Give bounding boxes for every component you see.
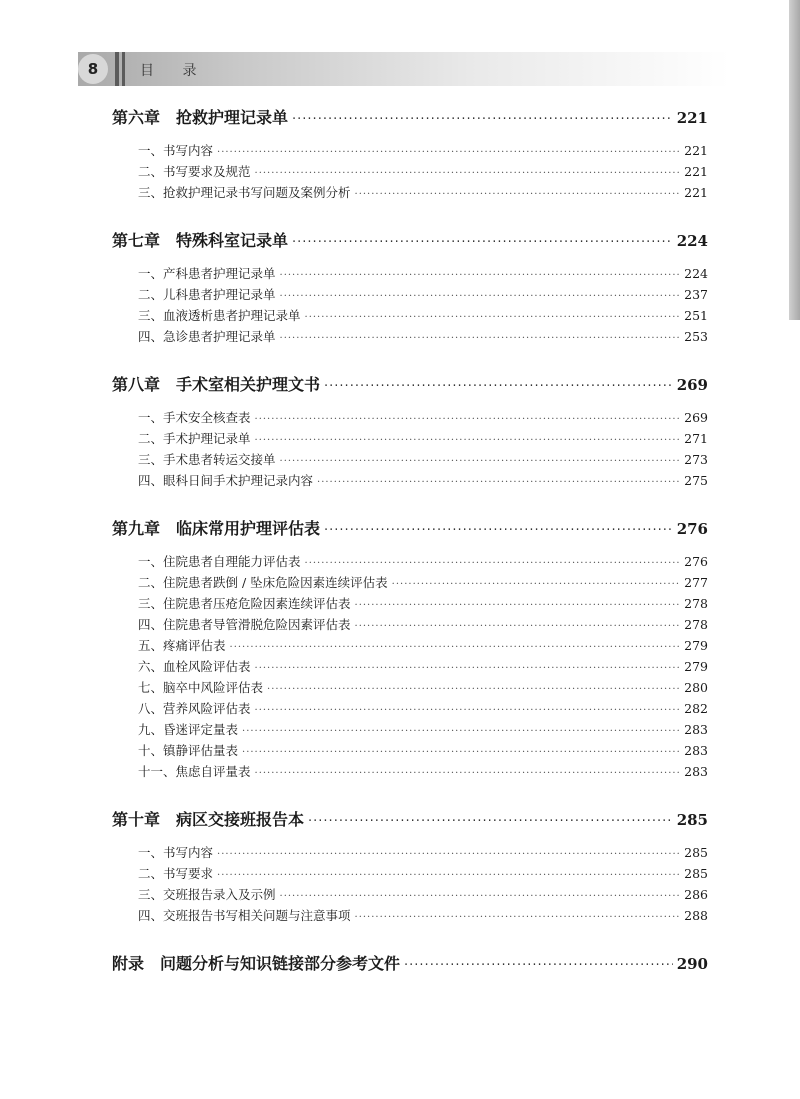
entry-page-number: 237 bbox=[684, 287, 708, 302]
dot-leader bbox=[242, 721, 680, 742]
chapter-title: 特殊科室记录单 bbox=[176, 231, 289, 250]
entry-page-number: 251 bbox=[684, 308, 708, 323]
entry-label: 五、疼痛评估表 bbox=[138, 638, 226, 653]
entry-label: 六、血栓风险评估表 bbox=[138, 659, 251, 674]
entry-page-number: 269 bbox=[684, 410, 708, 425]
dot-leader bbox=[280, 328, 681, 349]
dot-leader bbox=[217, 844, 680, 865]
dot-leader bbox=[267, 679, 680, 700]
toc-entry[interactable] bbox=[138, 884, 708, 905]
toc-entry[interactable] bbox=[138, 863, 708, 884]
entry-label: 三、血液透析患者护理记录单 bbox=[138, 308, 301, 323]
toc-entry[interactable] bbox=[138, 161, 708, 182]
toc-entry[interactable] bbox=[138, 140, 708, 161]
entry-label: 四、急诊患者护理记录单 bbox=[138, 329, 276, 344]
entry-page-number: 277 bbox=[684, 575, 708, 590]
chapter-label: 附录 bbox=[112, 954, 145, 973]
entry-page-number: 221 bbox=[684, 185, 708, 200]
chapter-page-number: 224 bbox=[676, 232, 708, 250]
entry-label: 十一、焦虑自评量表 bbox=[138, 764, 251, 779]
entry-page-number: 283 bbox=[684, 764, 708, 779]
entry-label: 七、脑卒中风险评估表 bbox=[138, 680, 264, 695]
chapter-title: 抢救护理记录单 bbox=[176, 108, 289, 127]
chapter-heading[interactable] bbox=[112, 511, 708, 547]
dot-leader bbox=[292, 102, 673, 138]
chapter-spacer bbox=[112, 782, 708, 802]
toc-chapter bbox=[112, 100, 708, 223]
table-of-contents bbox=[112, 100, 708, 982]
dot-leader bbox=[324, 513, 673, 549]
dot-leader bbox=[255, 658, 681, 679]
entry-label: 一、产科患者护理记录单 bbox=[138, 266, 276, 281]
dot-leader bbox=[305, 553, 681, 574]
dot-leader bbox=[355, 595, 681, 616]
dot-leader bbox=[355, 907, 681, 928]
chapter-page-number: 290 bbox=[676, 955, 708, 973]
entry-label: 二、书写要求 bbox=[138, 866, 214, 881]
dot-leader bbox=[255, 163, 681, 184]
section-list bbox=[112, 136, 708, 203]
toc-entry[interactable] bbox=[138, 572, 708, 593]
dot-leader bbox=[317, 472, 680, 493]
chapter-page-number: 269 bbox=[676, 376, 708, 394]
toc-entry[interactable] bbox=[138, 326, 708, 347]
section-list bbox=[112, 838, 708, 926]
toc-entry[interactable] bbox=[138, 740, 708, 761]
entry-page-number: 224 bbox=[684, 266, 708, 281]
entry-page-number: 280 bbox=[684, 680, 708, 695]
dot-leader bbox=[404, 948, 673, 984]
toc-chapter bbox=[112, 223, 708, 367]
entry-label: 一、手术安全核查表 bbox=[138, 410, 251, 425]
entry-label: 一、书写内容 bbox=[138, 845, 214, 860]
entry-label: 四、交班报告书写相关问题与注意事项 bbox=[138, 908, 351, 923]
toc-entry[interactable] bbox=[138, 449, 708, 470]
header-divider bbox=[115, 52, 119, 86]
entry-page-number: 285 bbox=[684, 866, 708, 881]
dot-leader bbox=[305, 307, 681, 328]
dot-leader bbox=[355, 184, 681, 205]
entry-label: 十、镇静评估量表 bbox=[138, 743, 239, 758]
toc-entry[interactable] bbox=[138, 677, 708, 698]
chapter-page-number: 276 bbox=[676, 520, 708, 538]
chapter-heading[interactable] bbox=[112, 100, 708, 136]
dot-leader bbox=[255, 430, 681, 451]
dot-leader bbox=[255, 700, 681, 721]
chapter-title: 病区交接班报告本 bbox=[176, 810, 305, 829]
dot-leader bbox=[280, 265, 681, 286]
chapter-page-number: 221 bbox=[676, 109, 708, 127]
chapter-label: 第七章 bbox=[112, 231, 161, 250]
toc-entry[interactable] bbox=[138, 551, 708, 572]
toc-chapter bbox=[112, 802, 708, 946]
entry-page-number: 275 bbox=[684, 473, 708, 488]
chapter-label: 第六章 bbox=[112, 108, 161, 127]
section-list bbox=[112, 403, 708, 491]
page-edge-tab bbox=[789, 0, 800, 320]
entry-label: 二、儿科患者护理记录单 bbox=[138, 287, 276, 302]
entry-label: 三、抢救护理记录书写问题及案例分析 bbox=[138, 185, 351, 200]
entry-page-number: 285 bbox=[684, 845, 708, 860]
chapter-spacer bbox=[112, 491, 708, 511]
dot-leader bbox=[292, 225, 673, 261]
dot-leader bbox=[217, 865, 680, 886]
entry-page-number: 253 bbox=[684, 329, 708, 344]
dot-leader bbox=[280, 886, 681, 907]
entry-page-number: 279 bbox=[684, 638, 708, 653]
chapter-page-number: 285 bbox=[676, 811, 708, 829]
chapter-title: 临床常用护理评估表 bbox=[176, 519, 321, 538]
header-divider bbox=[122, 52, 125, 86]
entry-label: 八、营养风险评估表 bbox=[138, 701, 251, 716]
chapter-label: 第八章 bbox=[112, 375, 161, 394]
entry-label: 二、住院患者跌倒 / 坠床危险因素连续评估表 bbox=[138, 575, 388, 590]
entry-page-number: 273 bbox=[684, 452, 708, 467]
entry-label: 三、手术患者转运交接单 bbox=[138, 452, 276, 467]
toc-entry[interactable] bbox=[138, 698, 708, 719]
dot-leader bbox=[308, 804, 673, 840]
dot-leader bbox=[324, 369, 673, 405]
toc-entry[interactable] bbox=[138, 842, 708, 863]
entry-label: 四、眼科日间手术护理记录内容 bbox=[138, 473, 314, 488]
toc-entry[interactable] bbox=[138, 905, 708, 926]
toc-entry[interactable] bbox=[138, 182, 708, 203]
toc-entry[interactable] bbox=[138, 593, 708, 614]
chapter-spacer bbox=[112, 203, 708, 223]
entry-label: 二、手术护理记录单 bbox=[138, 431, 251, 446]
dot-leader bbox=[355, 616, 681, 637]
toc-entry[interactable] bbox=[138, 470, 708, 491]
toc-entry[interactable] bbox=[138, 428, 708, 449]
entry-page-number: 286 bbox=[684, 887, 708, 902]
entry-page-number: 278 bbox=[684, 617, 708, 632]
entry-page-number: 283 bbox=[684, 743, 708, 758]
dot-leader bbox=[255, 763, 681, 784]
entry-page-number: 271 bbox=[684, 431, 708, 446]
section-list bbox=[112, 259, 708, 347]
chapter-label: 第十章 bbox=[112, 810, 161, 829]
toc-entry[interactable] bbox=[138, 719, 708, 740]
toc-chapter bbox=[112, 946, 708, 982]
dot-leader bbox=[217, 142, 680, 163]
entry-page-number: 278 bbox=[684, 596, 708, 611]
entry-page-number: 282 bbox=[684, 701, 708, 716]
toc-entry[interactable] bbox=[138, 761, 708, 782]
chapter-label: 第九章 bbox=[112, 519, 161, 538]
dot-leader bbox=[280, 451, 681, 472]
chapter-heading[interactable] bbox=[112, 367, 708, 403]
entry-page-number: 221 bbox=[684, 143, 708, 158]
toc-entry[interactable] bbox=[138, 614, 708, 635]
entry-label: 一、住院患者自理能力评估表 bbox=[138, 554, 301, 569]
entry-label: 三、交班报告录入及示例 bbox=[138, 887, 276, 902]
chapter-spacer bbox=[112, 347, 708, 367]
section-list bbox=[112, 547, 708, 782]
entry-page-number: 279 bbox=[684, 659, 708, 674]
entry-label: 九、昏迷评定量表 bbox=[138, 722, 239, 737]
dot-leader bbox=[242, 742, 680, 763]
entry-page-number: 276 bbox=[684, 554, 708, 569]
toc-entry[interactable] bbox=[138, 284, 708, 305]
toc-entry[interactable] bbox=[138, 635, 708, 656]
entry-page-number: 283 bbox=[684, 722, 708, 737]
chapter-heading[interactable] bbox=[112, 802, 708, 838]
entry-label: 三、住院患者压疮危险因素连续评估表 bbox=[138, 596, 351, 611]
chapter-title: 问题分析与知识链接部分参考文件 bbox=[160, 954, 401, 973]
toc-entry[interactable] bbox=[138, 407, 708, 428]
toc-entry[interactable] bbox=[138, 656, 708, 677]
toc-chapter bbox=[112, 511, 708, 802]
entry-page-number: 288 bbox=[684, 908, 708, 923]
header-title: 目 录 bbox=[140, 63, 209, 79]
page-number: 8 bbox=[78, 54, 108, 84]
entry-label: 二、书写要求及规范 bbox=[138, 164, 251, 179]
entry-page-number: 221 bbox=[684, 164, 708, 179]
dot-leader bbox=[230, 637, 681, 658]
toc-entry[interactable] bbox=[138, 305, 708, 326]
chapter-heading[interactable] bbox=[112, 223, 708, 259]
dot-leader bbox=[255, 409, 681, 430]
entry-label: 四、住院患者导管滑脱危险因素评估表 bbox=[138, 617, 351, 632]
toc-entry[interactable] bbox=[138, 263, 708, 284]
chapter-heading[interactable] bbox=[112, 946, 708, 982]
chapter-spacer bbox=[112, 926, 708, 946]
dot-leader bbox=[280, 286, 681, 307]
entry-label: 一、书写内容 bbox=[138, 143, 214, 158]
chapter-title: 手术室相关护理文书 bbox=[176, 375, 321, 394]
toc-chapter bbox=[112, 367, 708, 511]
dot-leader bbox=[392, 574, 680, 595]
